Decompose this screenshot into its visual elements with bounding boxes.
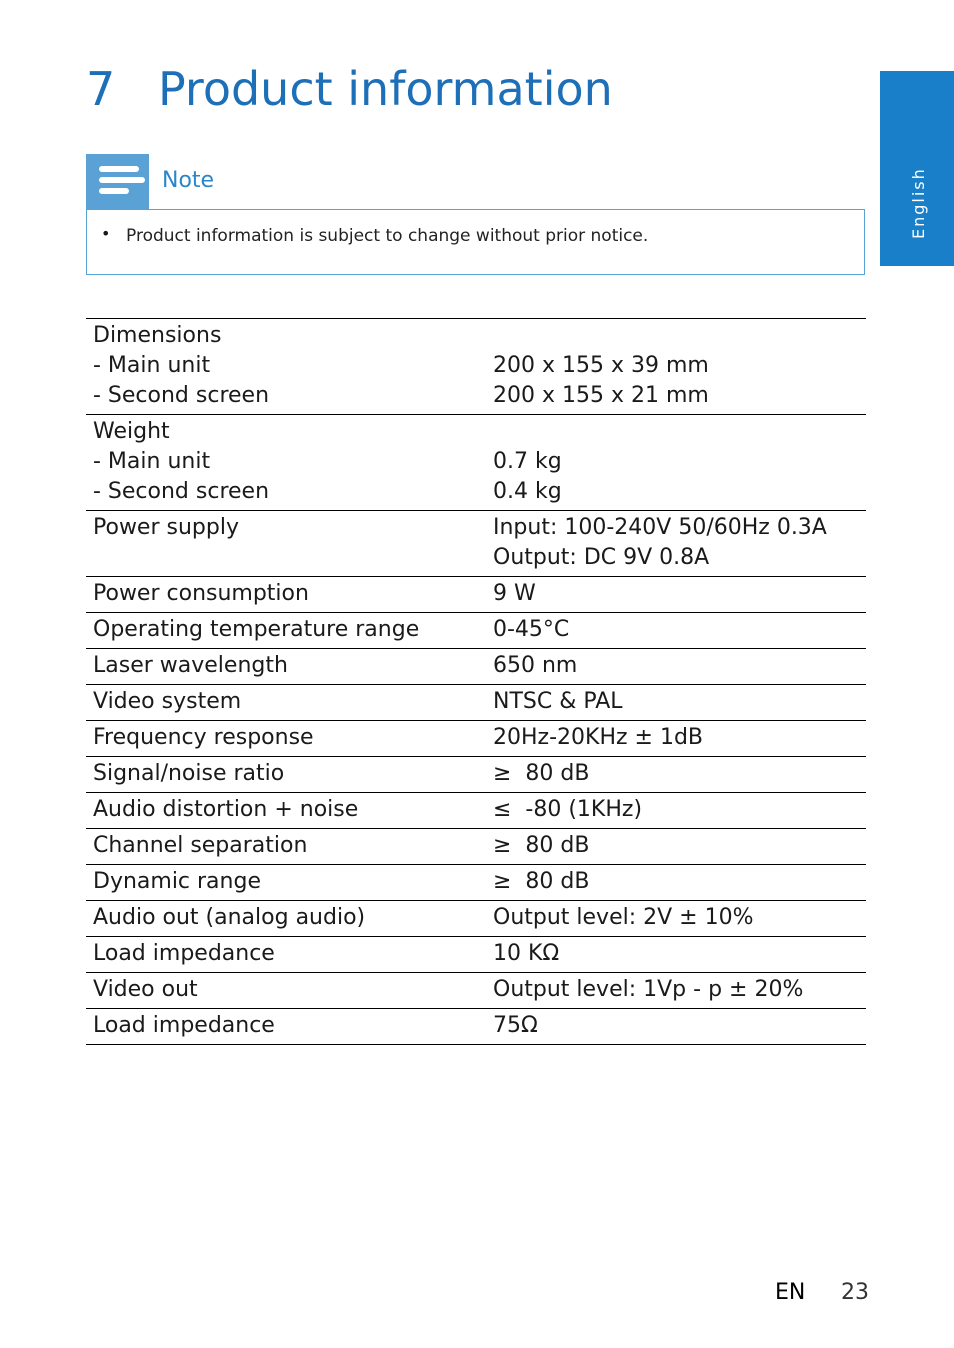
spec-label-cell [86,973,487,1009]
spec-label: Dynamic range [93,869,261,894]
spec-label-cell [86,511,487,577]
spec-label-cell [86,319,487,415]
page-title [86,62,613,116]
spec-label: - Main unit [93,353,211,378]
table-row [86,973,866,1009]
spec-label: Frequency response [93,725,314,750]
spec-value: NTSC & PAL [493,689,623,714]
spec-value-cell [487,415,866,511]
spec-label-cell [86,901,487,937]
language-tab [880,71,954,266]
spec-label: Video system [93,689,242,714]
table-row [86,865,866,901]
spec-label: Signal/noise ratio [93,761,285,786]
spec-value-cell [487,973,866,1009]
spec-label-cell [86,649,487,685]
table-row [86,577,866,613]
spec-value-cell [487,901,866,937]
spec-value: 0.7 kg [493,449,562,474]
spec-value [493,417,866,447]
table-row [86,319,866,415]
spec-label: Power consumption [93,581,309,606]
spec-value-cell [487,613,866,649]
table-row [86,685,866,721]
spec-label-cell [86,865,487,901]
spec-label: Operating temperature range [93,617,420,642]
spec-value: 0.4 kg [493,479,562,504]
spec-value: 0-45°C [493,617,570,642]
page-number: 23 [841,1280,869,1305]
note-title: Note [162,168,215,193]
spec-label: Channel separation [93,833,308,858]
note-box [86,209,865,275]
note-icon [86,154,149,210]
spec-value: 9 W [493,581,536,606]
language-tab-label: English [909,167,928,239]
spec-label: Laser wavelength [93,653,288,678]
spec-value: ≥ 80 dB [493,761,590,786]
spec-value [493,321,866,351]
spec-value: ≥ 80 dB [493,833,590,858]
spec-label: Audio distortion + noise [93,797,359,822]
spec-value: ≤ -80 (1KHz) [493,797,643,822]
table-row [86,829,866,865]
spec-value-cell [487,829,866,865]
spec-value-cell [487,685,866,721]
spec-label-cell [86,577,487,613]
spec-value-cell [487,649,866,685]
spec-value: 200 x 155 x 39 mm [493,353,709,378]
spec-value-cell [487,511,866,577]
spec-label: Dimensions [93,323,222,348]
spec-value-cell [487,793,866,829]
chapter-number: 7 [86,62,116,116]
table-row [86,937,866,973]
spec-value-cell [487,757,866,793]
table-row [86,511,866,577]
spec-label-cell [86,721,487,757]
spec-label-cell [86,937,487,973]
spec-label: Audio out (analog audio) [93,905,366,930]
spec-value-cell [487,577,866,613]
spec-label-cell [86,415,487,511]
spec-label: - Main unit [93,449,211,474]
spec-value: 75Ω [493,1013,538,1038]
specifications-table [86,318,866,1045]
spec-value: 650 nm [493,653,578,678]
table-row [86,613,866,649]
note-bullet: • [101,224,111,243]
spec-label: - Second screen [93,479,270,504]
table-row [86,721,866,757]
spec-value: 10 KΩ [493,941,560,966]
spec-value: Input: 100-240V 50/60Hz 0.3A [493,515,827,540]
spec-value-cell [487,1009,866,1045]
note-text: Product information is subject to change without prior notice. [126,226,649,246]
table-row [86,757,866,793]
spec-label-cell [86,1009,487,1045]
spec-value-cell [487,319,866,415]
spec-label-cell [86,829,487,865]
spec-value-cell [487,937,866,973]
spec-label: Video out [93,977,198,1002]
spec-value: Output level: 1Vp - p ± 20% [493,977,804,1002]
table-row [86,649,866,685]
spec-value-cell [487,721,866,757]
spec-value: 20Hz-20KHz ± 1dB [493,725,704,750]
spec-value: Output level: 2V ± 10% [493,905,754,930]
spec-label-cell [86,757,487,793]
spec-label: Load impedance [93,941,275,966]
spec-label-cell [86,793,487,829]
spec-label: Load impedance [93,1013,275,1038]
table-row [86,415,866,511]
spec-value: ≥ 80 dB [493,869,590,894]
spec-label: Weight [93,419,170,444]
spec-value: 200 x 155 x 21 mm [493,383,709,408]
spec-value: Output: DC 9V 0.8A [493,545,710,570]
footer-language: EN [775,1280,806,1305]
table-row [86,901,866,937]
chapter-title: Product information [158,62,613,116]
spec-label-cell [86,613,487,649]
spec-label: - Second screen [93,383,270,408]
table-row [86,793,866,829]
spec-label: Power supply [93,515,239,540]
table-row [86,1009,866,1045]
spec-label-cell [86,685,487,721]
spec-value-cell [487,865,866,901]
